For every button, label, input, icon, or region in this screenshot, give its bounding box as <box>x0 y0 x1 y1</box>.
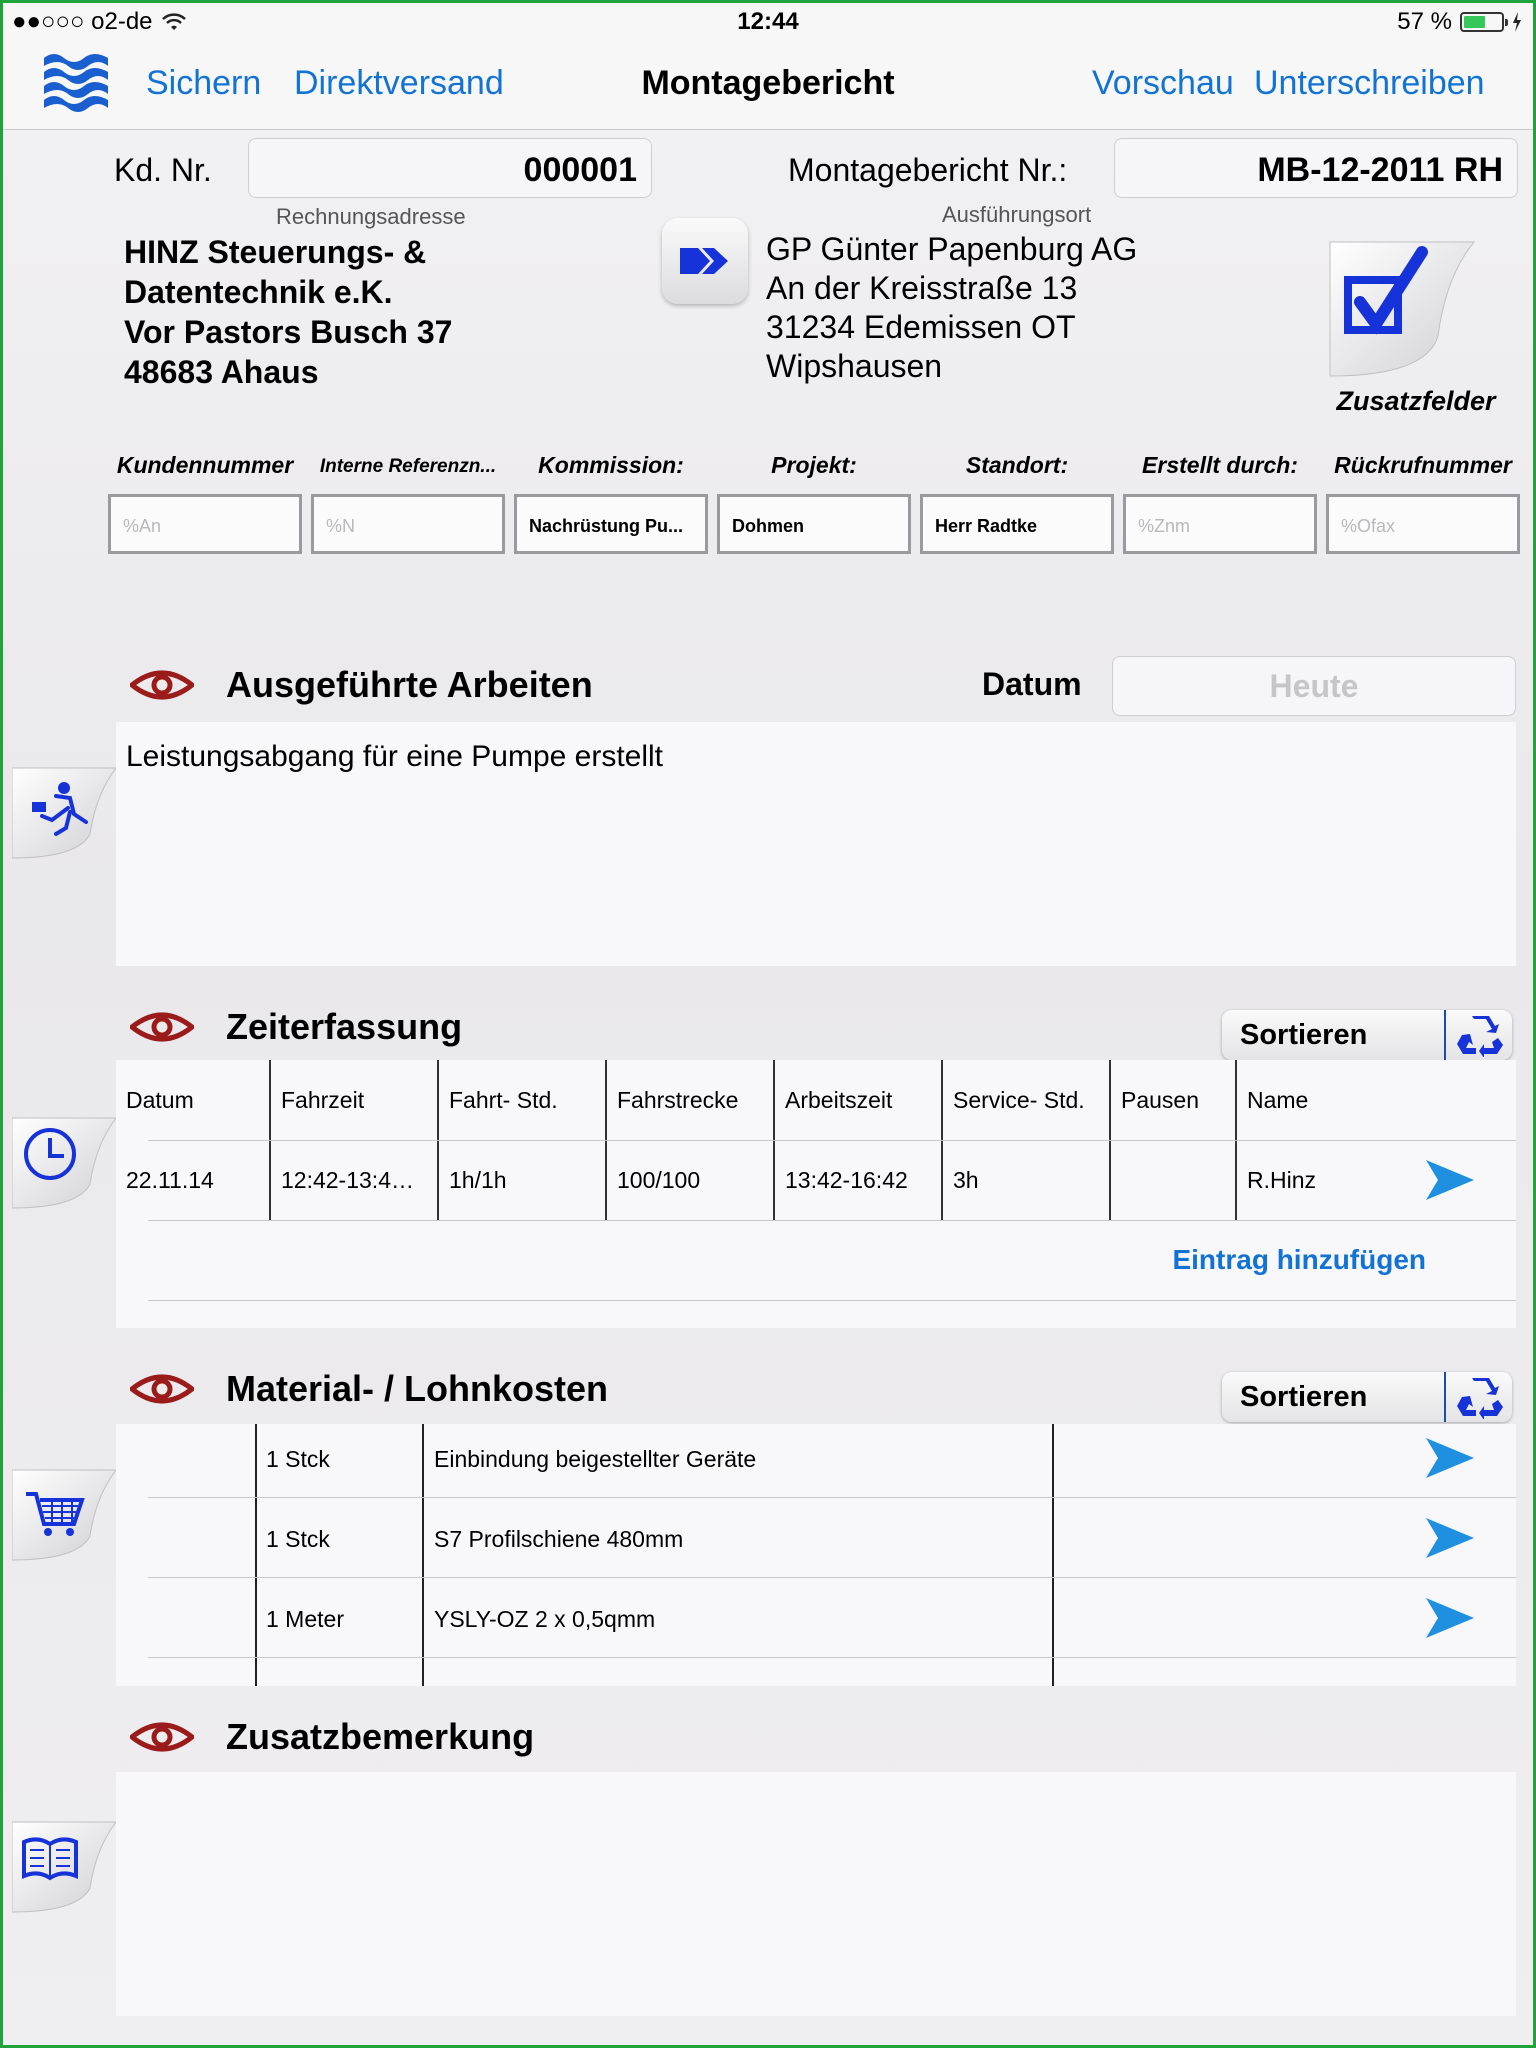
forward-arrow-icon <box>662 218 748 304</box>
site-line-4: Wipshausen <box>766 348 943 384</box>
site-line-3: 31234 Edemissen OT <box>766 309 1076 345</box>
direct-send-button[interactable]: Direktversand <box>294 64 504 102</box>
material-qty: 1 Meter <box>266 1606 344 1632</box>
site-line-1: GP Günter Papenburg AG <box>766 231 1138 267</box>
col-date: Datum <box>116 1060 270 1140</box>
send-arrow-icon[interactable] <box>1424 1158 1476 1202</box>
col-travel-time: Fahrzeit <box>270 1060 438 1140</box>
report-no-label: Montagebericht Nr.: <box>788 152 1068 188</box>
page-title: Montagebericht <box>641 64 895 102</box>
column-divider <box>255 1424 257 1686</box>
row-divider <box>148 1577 1516 1578</box>
field-labels <box>108 452 1518 486</box>
material-section-title: Material- / Lohnkosten <box>226 1368 609 1409</box>
project-input[interactable]: Dohmen <box>717 494 911 554</box>
clock-icon[interactable] <box>12 1114 116 1210</box>
field-label-project: Projekt: <box>771 452 857 478</box>
eye-icon[interactable] <box>130 1009 194 1045</box>
eye-icon[interactable] <box>130 1371 194 1407</box>
recycle-icon[interactable] <box>1454 1013 1506 1057</box>
field-label-commission: Kommission: <box>538 452 684 478</box>
customer-number-input[interactable]: %An <box>108 494 302 554</box>
checkbox-icon[interactable] <box>1326 236 1476 386</box>
billing-line-3: Vor Pastors Busch 37 <box>124 314 453 350</box>
billing-line-4: 48683 Ahaus <box>124 354 319 390</box>
time-table-header-row <box>116 1060 1516 1140</box>
table-row[interactable] <box>116 1140 1516 1220</box>
col-work-time: Arbeitszeit <box>774 1060 942 1140</box>
col-name: Name <box>1247 1086 1309 1113</box>
row-divider <box>148 1220 1516 1221</box>
copy-address-button[interactable] <box>662 218 748 304</box>
material-sort-label: Sortieren <box>1240 1381 1368 1413</box>
location-input[interactable]: Herr Radtke <box>920 494 1114 554</box>
material-sort-button[interactable] <box>1222 1372 1512 1422</box>
field-label-customer-number: Kundennummer <box>116 452 294 478</box>
field-label-callback-number: Rückrufnummer <box>1334 452 1512 478</box>
report-no-field[interactable]: MB-12-2011 RH <box>1114 138 1518 198</box>
billing-line-1: HINZ Steuerungs- & <box>124 234 427 270</box>
customer-no-field[interactable]: 000001 <box>248 138 652 198</box>
battery-fill <box>1464 16 1485 28</box>
column-divider <box>422 1424 424 1686</box>
date-field[interactable]: Heute <box>1112 656 1516 716</box>
material-qty: 1 Stck <box>266 1446 330 1472</box>
worker-icon[interactable] <box>12 764 116 860</box>
row-divider <box>148 1497 1516 1498</box>
col-service-hours: Service- Std. <box>942 1060 1110 1140</box>
material-qty: 1 Stck <box>266 1526 330 1552</box>
billing-caption: Rechnungsadresse <box>276 204 466 229</box>
save-button[interactable]: Sichern <box>146 64 262 102</box>
col-breaks: Pausen <box>1110 1060 1236 1140</box>
billing-address[interactable] <box>124 232 452 392</box>
clock-text: 12:44 <box>737 8 799 35</box>
remarks-section-header <box>130 1716 534 1758</box>
send-arrow-icon[interactable] <box>1424 1436 1476 1480</box>
callback-number-input[interactable]: %Ofax <box>1326 494 1520 554</box>
cell-name: R.Hinz <box>1247 1166 1317 1193</box>
work-description-text: Leistungsabgang für eine Pumpe erstellt <box>126 740 664 773</box>
col-travel-hours: Fahrt- Std. <box>438 1060 606 1140</box>
site-address[interactable] <box>766 230 1137 386</box>
material-desc[interactable]: S7 Profilschiene 480mm <box>434 1526 684 1552</box>
preview-button[interactable]: Vorschau <box>1092 64 1234 102</box>
site-caption: Ausführungsort <box>942 202 1092 227</box>
eye-icon[interactable] <box>130 1719 194 1755</box>
col-distance: Fahrstrecke <box>606 1060 774 1140</box>
material-desc[interactable]: Einbindung beigestellter Geräte <box>434 1446 757 1472</box>
time-sort-button[interactable] <box>1222 1010 1512 1060</box>
charging-icon <box>1512 12 1522 32</box>
book-icon[interactable] <box>12 1818 116 1914</box>
created-by-input[interactable]: %Znm <box>1123 494 1317 554</box>
material-section-header <box>130 1368 608 1410</box>
row-divider <box>148 1140 1516 1141</box>
field-label-location: Standort: <box>965 452 1069 478</box>
send-arrow-icon[interactable] <box>1424 1516 1476 1560</box>
time-section-title: Zeiterfassung <box>226 1006 463 1047</box>
time-table-panel <box>116 1060 1516 1328</box>
battery-percent: 57 % <box>1397 8 1452 35</box>
cell-breaks <box>1110 1140 1236 1220</box>
recycle-icon[interactable] <box>1454 1375 1506 1419</box>
internal-reference-input[interactable]: %N <box>311 494 505 554</box>
cell-date: 22.11.14 <box>116 1140 270 1220</box>
remarks-section-title: Zusatzbemerkung <box>226 1716 535 1757</box>
field-label-created-by: Erstellt durch: <box>1142 452 1298 478</box>
cart-icon[interactable] <box>12 1466 116 1562</box>
field-label-internal-reference: Interne Referenzn... <box>319 456 497 477</box>
billing-line-2: Datentechnik e.K. <box>124 274 393 310</box>
cell-travel-time: 12:42-13:4… <box>270 1140 438 1220</box>
battery-icon <box>1460 12 1504 32</box>
row-divider <box>148 1657 1516 1658</box>
cell-travel-hours: 1h/1h <box>438 1140 606 1220</box>
remarks-text-area[interactable] <box>116 1772 1516 2016</box>
nav-bar <box>0 40 1536 130</box>
add-entry-button[interactable]: Eintrag hinzufügen <box>1172 1244 1426 1275</box>
date-label: Datum <box>982 666 1082 702</box>
send-arrow-icon[interactable] <box>1424 1596 1476 1640</box>
sort-separator <box>1444 1372 1446 1422</box>
column-divider <box>1052 1424 1054 1686</box>
carrier-text: ●●○○○ o2-de <box>12 8 153 35</box>
customer-no-label: Kd. Nr. <box>114 152 212 188</box>
cell-distance: 100/100 <box>606 1140 774 1220</box>
extra-fields-label: Zusatzfelder <box>1336 386 1496 416</box>
cell-service-hours: 3h <box>942 1140 1110 1220</box>
status-bar <box>0 0 1536 40</box>
work-description-area[interactable] <box>116 722 1516 966</box>
sign-button[interactable]: Unterschreiben <box>1254 64 1485 102</box>
commission-input[interactable]: Nachrüstung Pu... <box>514 494 708 554</box>
work-section-header <box>130 664 593 706</box>
time-sort-label: Sortieren <box>1240 1019 1368 1051</box>
row-divider <box>148 1300 1516 1301</box>
cell-work-time: 13:42-16:42 <box>774 1140 942 1220</box>
material-desc[interactable]: YSLY-OZ 2 x 0,5qmm <box>434 1606 656 1632</box>
work-section-title: Ausgeführte Arbeiten <box>226 664 593 705</box>
sort-separator <box>1444 1010 1446 1060</box>
time-section-header <box>130 1006 462 1048</box>
eye-icon[interactable] <box>130 667 194 703</box>
site-line-2: An der Kreisstraße 13 <box>766 270 1078 306</box>
